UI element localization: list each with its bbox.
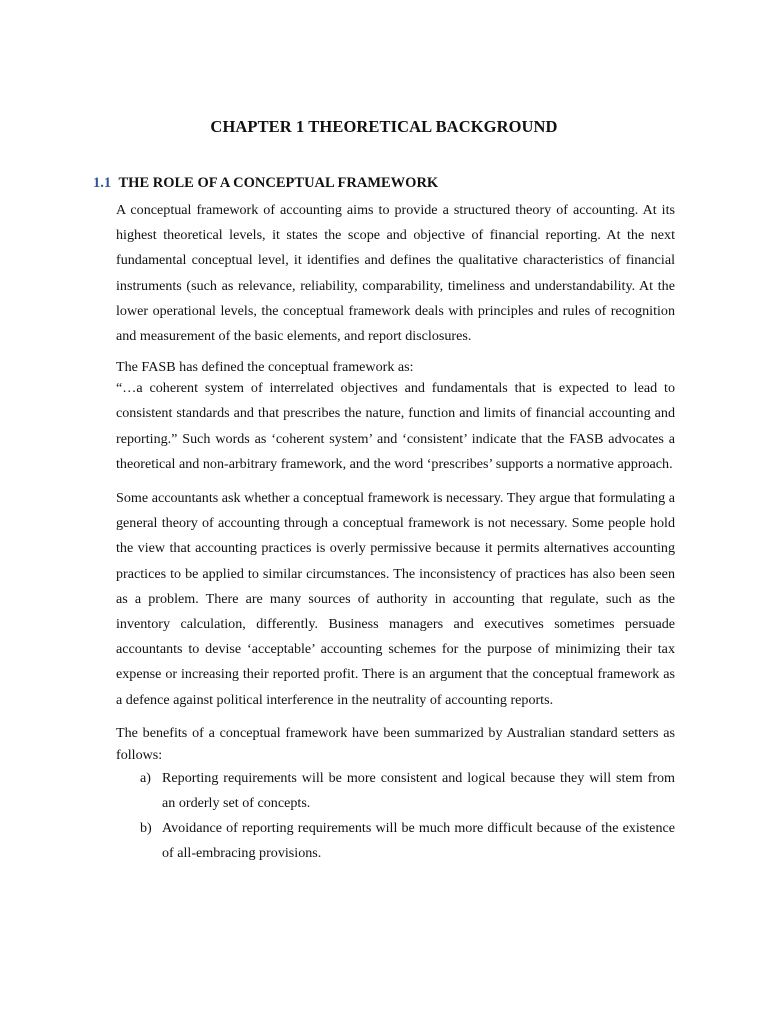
paragraph-intro: A conceptual framework of accounting aims to provide a structured theory of accounting. At its highest theoretical levels, it states the scope and objective of financial reporting. At the next fundamental conceptual level, it identifies and defines the qualitative characteristics of financial instruments (such as relevance, reliability, comparability, timeliness and understandability. At the lower operational levels, the conceptual framework deals with principles and rules of recognition and measurement of the basic elements, and report disclosures. bbox=[116, 202, 675, 345]
benefits-list bbox=[116, 766, 675, 867]
list-item bbox=[116, 766, 675, 816]
list-item-text: Reporting requirements will be more consistent and logical because they will stem from an orderly set of concepts. bbox=[162, 769, 675, 812]
section-heading bbox=[93, 175, 438, 192]
section-number: 1.1 bbox=[93, 175, 112, 191]
list-item-text: Avoidance of reporting requirements will be much more difficult because of the existence of all-embracing provisions. bbox=[162, 820, 675, 862]
paragraph-necessity: Some accountants ask whether a conceptual framework is necessary. They argue that formulating a general theory of accounting through a conceptual framework is not necessary. Some people hold the view that accounting practices is overly permissive because it permits alternatives accounting practices to be applied to similar circumstances. The inconsistency of practices has also been seen as a problem. There are many sources of authority in accounting that regulate, such as the inventory calculation, differently. Business managers and executives sometimes persuade accountants to devise ‘acceptable’ accounting schemes for the purpose of minimizing their tax expense or increasing their reported profit. There is an argument that the conceptual framework as a defence against political interference in the neutrality of accounting reports. bbox=[116, 490, 675, 708]
list-marker: a) bbox=[140, 769, 151, 786]
list-marker: b) bbox=[140, 820, 152, 837]
paragraph-benefits: The benefits of a conceptual framework have been summarized by Australian standard setters as follows: bbox=[116, 724, 675, 763]
chapter-title: CHAPTER 1 THEORETICAL BACKGROUND bbox=[210, 117, 558, 136]
section-title: THE ROLE OF A CONCEPTUAL FRAMEWORK bbox=[118, 175, 439, 191]
list-item bbox=[116, 816, 675, 866]
document-body bbox=[116, 198, 675, 867]
paragraph-fasb-quote: “…a coherent system of interrelated objectives and fundamentals that is expected to lead to consistent standards and that prescribes the nature, function and limits of financial accounting and reporting.” Such words as ‘coherent system’ and ‘consistent’ indicate that the FASB advocates a theoretical and non-arbitrary framework, and the word ‘prescribes’ supports a normative approach. bbox=[116, 380, 675, 472]
paragraph-fasb-intro: The FASB has defined the conceptual framework as: bbox=[116, 359, 414, 376]
